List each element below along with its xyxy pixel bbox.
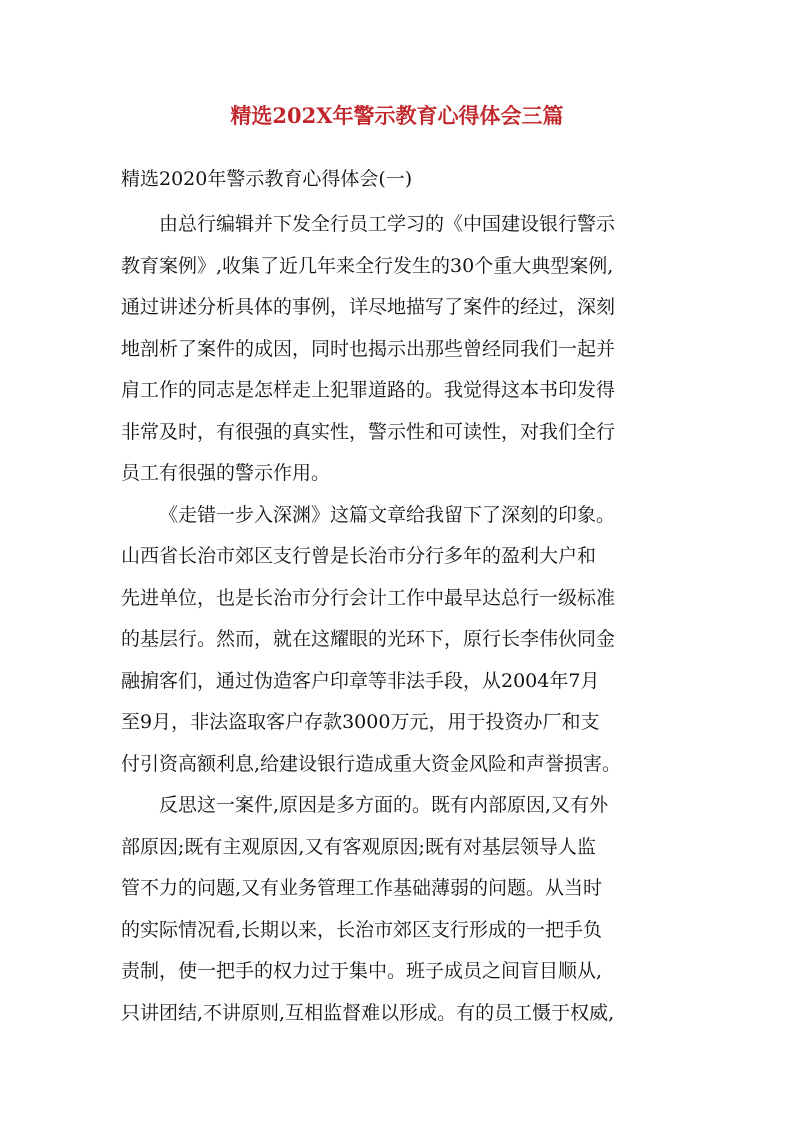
text-line: 先进单位，也是长治市分行会计工作中最早达总行一级标准 xyxy=(121,586,616,609)
text-line: 责制，使一把手的权力过于集中。班子成员之间盲目顺从, xyxy=(121,960,603,982)
text-line: 管不力的问题,又有业务管理工作基础薄弱的问题。从当时 xyxy=(121,877,603,899)
paragraph-3 xyxy=(121,785,681,1034)
text-line: 员工有很强的警示作用。 xyxy=(121,462,331,484)
text-line: 的基层行。然而，就在这耀眼的光环下，原行长李伟伙同金 xyxy=(121,628,616,650)
text-line: 通过讲述分析具体的事例，详尽地描写了案件的经过，深刻 xyxy=(121,296,616,318)
text-line: 部原因;既有主观原因,又有客观原因;既有对基层领导人监 xyxy=(121,835,596,858)
text-line: 的实际情况看,长期以来，长治市郊区支行形成的一把手负 xyxy=(121,918,603,941)
text-line: 教育案例》,收集了近几年来全行发生的30个重大典型案例, xyxy=(121,254,614,277)
text-line: 至9月，非法盗取客户存款3000万元，用于投资办厂和支 xyxy=(121,711,600,733)
paragraph-1 xyxy=(121,204,681,495)
text-line: 反思这一案件,原因是多方面的。既有内部原因,又有外 xyxy=(159,794,609,816)
text-line: 地剖析了案件的成因，同时也揭示出那些曾经同我们一起并 xyxy=(121,337,616,360)
text-line: 《走错一步入深渊》这篇文章给我留下了深刻的印象。 xyxy=(159,503,616,526)
document-title: 精选202X年警示教育心得体会三篇 xyxy=(230,103,564,128)
text-line: 山西省长治市郊区支行曾是长治市分行多年的盈利大户和 xyxy=(121,545,597,567)
text-line: 肩工作的同志是怎样走上犯罪道路的。我觉得这本书印发得 xyxy=(121,379,616,401)
section-heading: 精选2020年警示教育心得体会(一) xyxy=(121,168,413,190)
text-line: 非常及时，有很强的真实性，警示性和可读性，对我们全行 xyxy=(121,420,616,443)
text-line: 融掮客们，通过伪造客户印章等非法手段，从2004年7月 xyxy=(121,669,600,692)
text-line: 付引资高额利息,给建设银行造成重大资金风险和声誉损害。 xyxy=(121,752,622,775)
text-line: 由总行编辑并下发全行员工学习的《中国建设银行警示 xyxy=(159,213,616,235)
paragraph-2 xyxy=(121,495,681,786)
text-line: 只讲团结,不讲原则,互相监督难以形成。有的员工慑于权威, xyxy=(121,1001,615,1024)
document-body xyxy=(121,204,681,1034)
